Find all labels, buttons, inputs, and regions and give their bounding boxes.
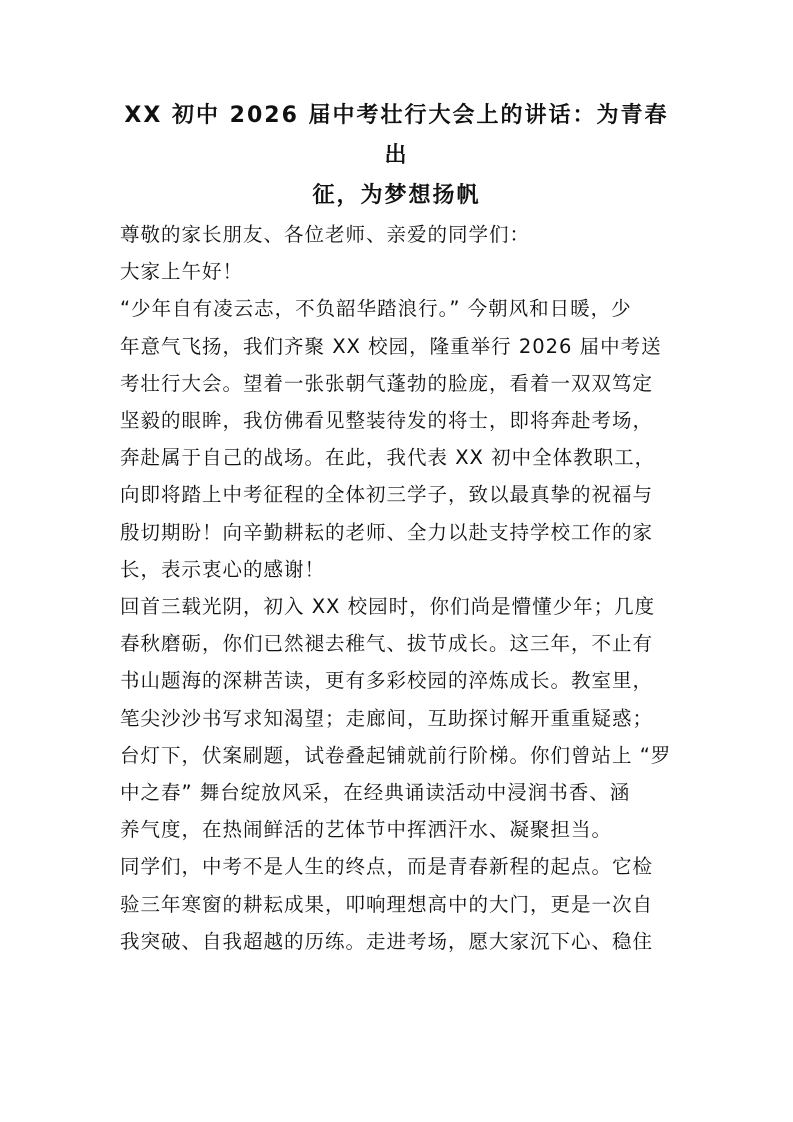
title-line-2: 征，为梦想扬帆 <box>312 183 481 208</box>
text-line: 笔尖沙沙书写求知渴望；走廊间，互助探讨解开重重疑惑； <box>120 706 654 730</box>
text-line: 中之春” 舞台绽放风采，在经典诵读活动中浸润书香、涵 <box>120 781 631 805</box>
text-line: 大家上午好！ <box>120 260 244 284</box>
text-line: 同学们，中考不是人生的终点，而是青春新程的起点。它检 <box>120 855 654 879</box>
title-line-1: XX 初中 2026 届中考壮行大会上的讲话：为青春出 <box>124 103 669 168</box>
paragraph-salutation <box>120 216 673 253</box>
document-content <box>120 96 673 960</box>
text-line: 回首三载光阴，初入 XX 校园时，你们尚是懵懂少年；几度 <box>120 595 656 619</box>
paragraph-greeting <box>120 253 673 290</box>
document-title <box>120 96 673 216</box>
text-line: 尊敬的家长朋友、各位老师、亲爱的同学们： <box>120 223 531 246</box>
text-line: 年意气飞扬，我们齐聚 XX 校园，隆重举行 2026 届中考送 <box>120 334 662 358</box>
text-line: 春秋磨砺，你们已然褪去稚气、拔节成长。这三年，不止有 <box>120 632 654 656</box>
text-line: 考壮行大会。望着一张张朝气蓬勃的脸庞，看着一双双笃定 <box>120 371 654 395</box>
paragraph-encouragement <box>120 848 673 960</box>
paragraph-opening <box>120 290 673 588</box>
text-line: 向即将踏上中考征程的全体初三学子，致以最真挚的祝福与 <box>120 483 654 507</box>
text-line: 奔赴属于自己的战场。在此，我代表 XX 初中全体教职工， <box>120 446 656 470</box>
text-line: 书山题海的深耕苦读，更有多彩校园的淬炼成长。教室里， <box>120 669 654 693</box>
text-line: “少年自有凌云志，不负韶华踏浪行。” 今朝风和日暖，少 <box>120 297 632 321</box>
text-line: 台灯下，伏案刷题，试卷叠起铺就前行阶梯。你们曾站上 “罗 <box>120 743 672 767</box>
text-line: 长，表示衷心的感谢！ <box>120 557 326 581</box>
text-line: 验三年寒窗的耕耘成果，叩响理想高中的大门，更是一次自 <box>120 892 654 916</box>
text-line: 我突破、自我超越的历练。走进考场，愿大家沉下心、稳住 <box>120 929 654 953</box>
text-line: 坚毅的眼眸，我仿佛看见整装待发的将士，即将奔赴考场， <box>120 409 654 433</box>
text-line: 殷切期盼！向辛勤耕耘的老师、全力以赴支持学校工作的家 <box>120 520 654 544</box>
text-line: 养气度，在热闹鲜活的艺体节中挥洒汗水、凝聚担当。 <box>120 818 613 842</box>
paragraph-review <box>120 588 673 848</box>
